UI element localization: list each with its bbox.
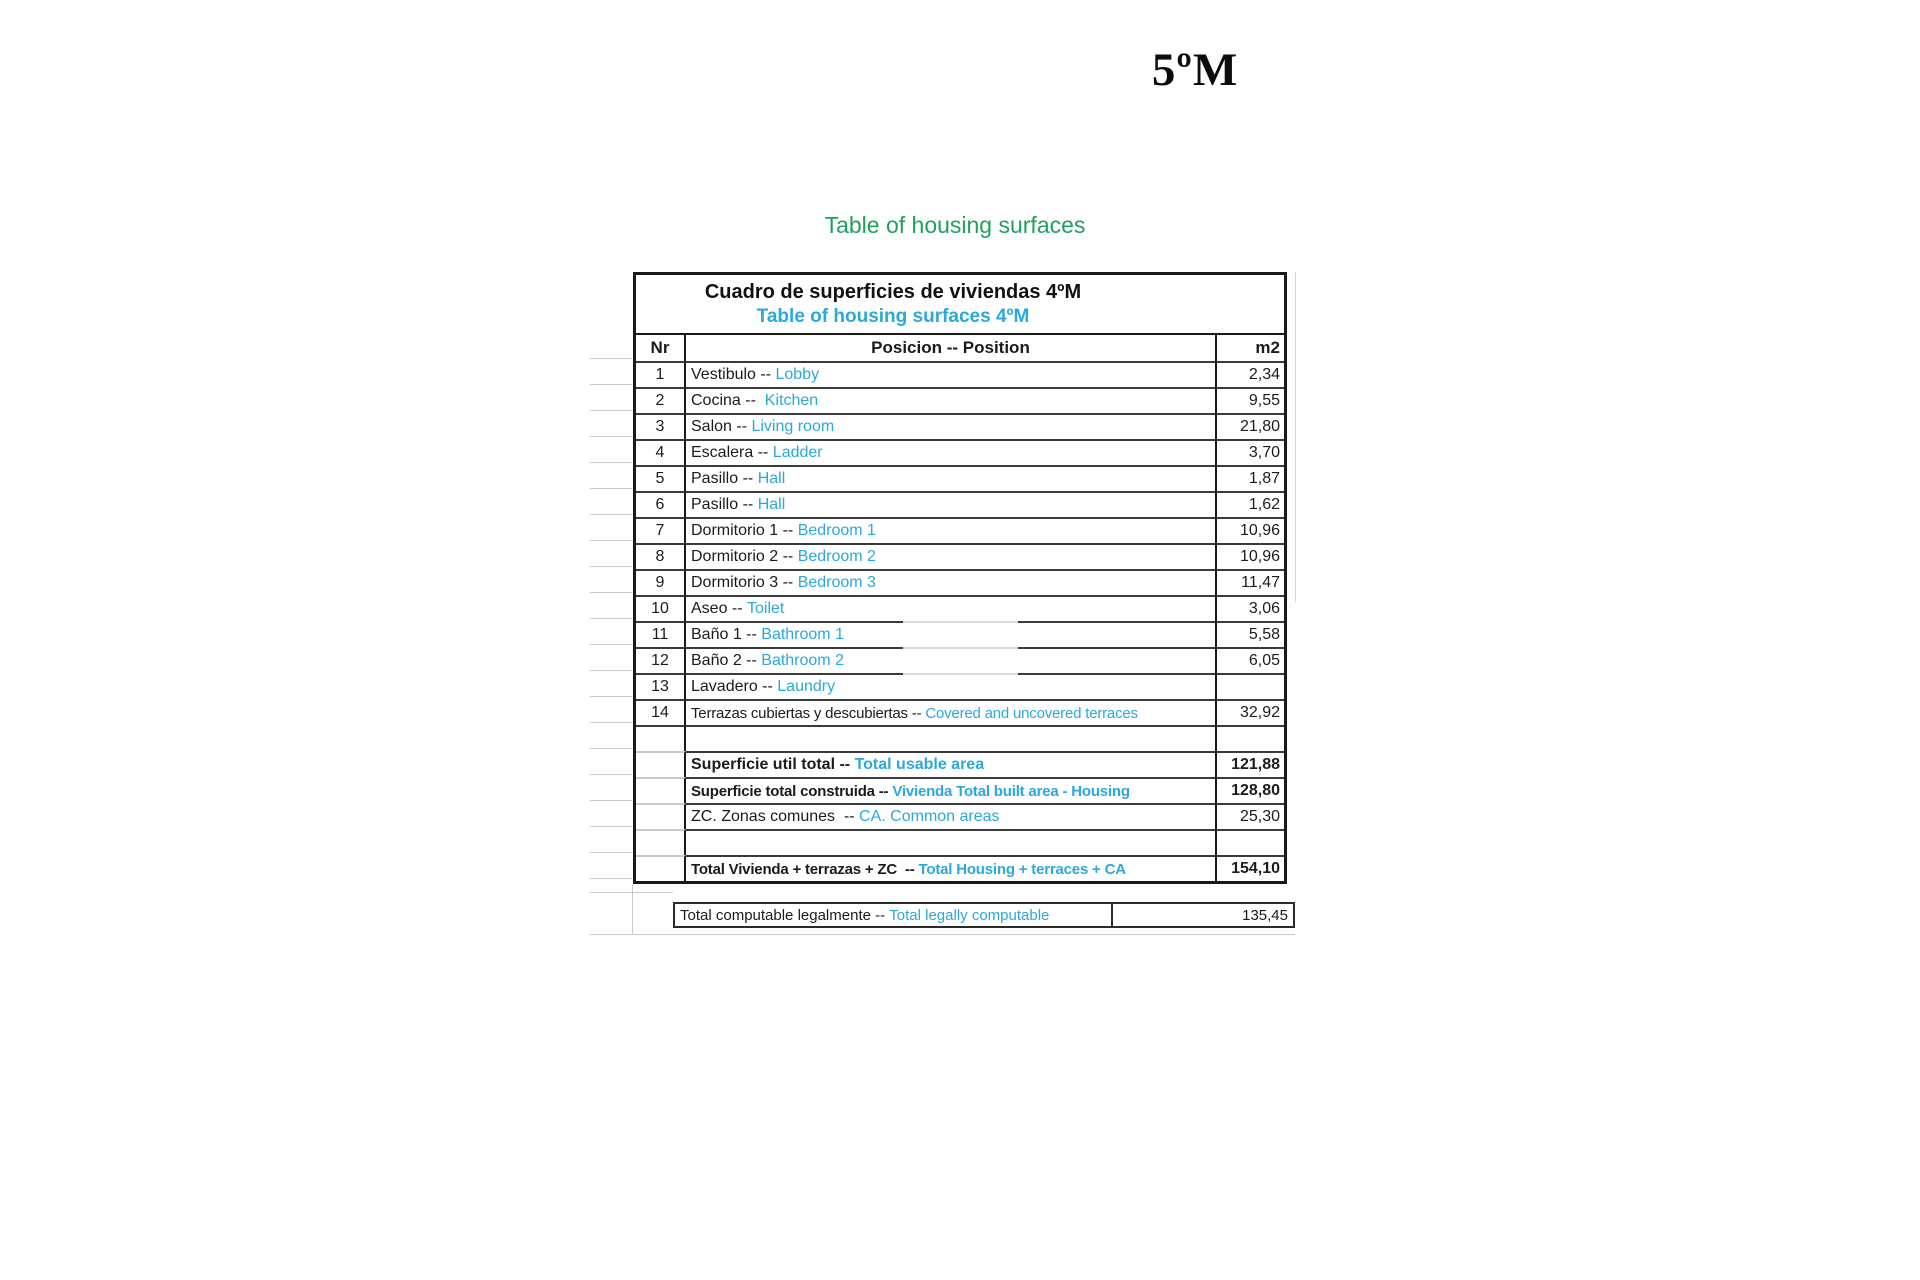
position-english: Bathroom 1	[761, 626, 844, 643]
table-row	[636, 491, 1284, 517]
row-area: 154,10	[1215, 855, 1284, 881]
position-spanish: Total computable legalmente --	[680, 906, 890, 924]
position-spanish: Baño 2 --	[691, 652, 762, 669]
row-area: 1,62	[1215, 491, 1284, 517]
position-english: Living room	[751, 418, 835, 435]
row-position	[686, 361, 1215, 387]
row-number	[636, 751, 686, 777]
legally-computable-row	[673, 902, 1295, 928]
row-position	[686, 543, 1215, 569]
position-spanish: Lavadero --	[691, 678, 778, 695]
row-area: 9,55	[1215, 387, 1284, 413]
row-number: 14	[636, 699, 686, 725]
table-row	[636, 569, 1284, 595]
position-english: Bedroom 1	[797, 522, 876, 539]
position-spanish: Dormitorio 2 --	[691, 548, 798, 565]
row-number	[636, 855, 686, 881]
row-area: 10,96	[1215, 543, 1284, 569]
position-english: Total usable area	[854, 756, 985, 773]
position-english: CA. Common areas	[859, 808, 1000, 825]
table-row	[636, 387, 1284, 413]
position-spanish: Vestibulo --	[691, 366, 776, 383]
position-english: Covered and uncovered terraces	[925, 704, 1138, 722]
table-row	[636, 699, 1284, 725]
row-position	[686, 595, 1215, 621]
row-position	[686, 725, 1215, 751]
table-row	[636, 543, 1284, 569]
gridline	[1295, 272, 1296, 602]
row-number: 11	[636, 621, 686, 647]
row-position	[686, 569, 1215, 595]
row-number: 1	[636, 361, 686, 387]
row-position	[675, 904, 1111, 926]
header-nr: Nr	[636, 335, 686, 361]
summary-row-built-area	[636, 777, 1284, 803]
position-english: Kitchen	[764, 392, 819, 409]
row-number	[636, 829, 686, 855]
position-spanish: Dormitorio 3 --	[691, 574, 798, 591]
position-spanish: Salon --	[691, 418, 752, 435]
page-title: Table of housing surfaces	[824, 212, 1086, 238]
row-number	[636, 725, 686, 751]
row-number: 2	[636, 387, 686, 413]
position-spanish: Pasillo --	[691, 470, 758, 487]
row-area: 32,92	[1215, 699, 1284, 725]
position-english: Toilet	[747, 600, 785, 617]
floor-label: 5ºM	[1151, 44, 1239, 96]
row-position	[686, 777, 1215, 803]
spacer-row	[636, 725, 1284, 751]
row-number	[636, 777, 686, 803]
position-english: Total Housing + terraces + CA	[918, 860, 1126, 878]
row-position	[686, 803, 1215, 829]
row-position	[686, 829, 1215, 855]
row-area: 10,96	[1215, 517, 1284, 543]
position-spanish: Total Vivienda + terrazas + ZC --	[691, 860, 919, 878]
table-row	[636, 517, 1284, 543]
position-english: Laundry	[777, 678, 836, 695]
row-position	[686, 855, 1215, 881]
row-area: 25,30	[1215, 803, 1284, 829]
position-spanish: Cocina --	[691, 392, 765, 409]
position-english: Bedroom 2	[797, 548, 876, 565]
row-number: 10	[636, 595, 686, 621]
row-number: 13	[636, 673, 686, 699]
table-row	[636, 595, 1284, 621]
row-area: 3,70	[1215, 439, 1284, 465]
row-number: 8	[636, 543, 686, 569]
position-spanish: ZC. Zonas comunes --	[691, 808, 860, 825]
table-row	[636, 361, 1284, 387]
summary-row-grand-total	[636, 855, 1284, 881]
row-area: 135,45	[1111, 904, 1293, 926]
row-area	[1215, 725, 1284, 751]
faded-border-patch	[903, 671, 1018, 677]
position-english: Bathroom 2	[761, 652, 844, 669]
position-spanish: Superficie util total --	[691, 756, 855, 773]
row-area	[1215, 673, 1284, 699]
row-area: 121,88	[1215, 751, 1284, 777]
row-number	[636, 803, 686, 829]
position-english: Ladder	[772, 444, 823, 461]
position-english: Lobby	[775, 366, 820, 383]
row-position	[686, 465, 1215, 491]
faded-border-patch	[903, 619, 1018, 625]
row-number: 5	[636, 465, 686, 491]
table-row	[636, 413, 1284, 439]
gridline	[632, 884, 633, 934]
position-spanish: Baño 1 --	[691, 626, 762, 643]
row-area: 6,05	[1215, 647, 1284, 673]
header-area: m2	[1215, 335, 1284, 361]
table-row	[636, 465, 1284, 491]
row-position	[686, 413, 1215, 439]
row-position	[686, 699, 1215, 725]
position-english: Hall	[757, 470, 786, 487]
faded-border-patch	[903, 645, 1018, 651]
row-area	[1215, 829, 1284, 855]
row-number: 9	[636, 569, 686, 595]
position-english: Vivienda Total built area - Housing	[892, 782, 1130, 800]
row-number: 6	[636, 491, 686, 517]
spacer-row	[636, 829, 1284, 855]
row-position	[686, 751, 1215, 777]
position-spanish: Dormitorio 1 --	[691, 522, 798, 539]
position-english: Total legally computable	[889, 906, 1050, 924]
row-number: 3	[636, 413, 686, 439]
surface-table	[633, 272, 1287, 884]
summary-row-common-areas	[636, 803, 1284, 829]
gridline-strip-left	[590, 358, 632, 881]
row-area: 11,47	[1215, 569, 1284, 595]
row-area: 3,06	[1215, 595, 1284, 621]
position-english: Bedroom 3	[797, 574, 876, 591]
position-english: Hall	[757, 496, 786, 513]
row-position	[686, 439, 1215, 465]
row-position	[686, 387, 1215, 413]
row-area: 21,80	[1215, 413, 1284, 439]
table-title-block	[636, 275, 1284, 335]
row-position	[686, 517, 1215, 543]
row-area: 128,80	[1215, 777, 1284, 803]
table-header-row	[636, 335, 1284, 361]
row-position	[686, 491, 1215, 517]
table-title-english: Table of housing surfaces 4ºM	[756, 306, 1030, 328]
position-spanish: Pasillo --	[691, 496, 758, 513]
position-spanish: Aseo --	[691, 600, 748, 617]
position-spanish: Escalera --	[691, 444, 773, 461]
row-area: 1,87	[1215, 465, 1284, 491]
header-position: Posicion -- Position	[871, 338, 1030, 357]
row-number: 12	[636, 647, 686, 673]
row-number: 4	[636, 439, 686, 465]
row-number: 7	[636, 517, 686, 543]
position-spanish: Superficie total construida --	[691, 782, 893, 800]
row-area: 2,34	[1215, 361, 1284, 387]
table-row	[636, 439, 1284, 465]
summary-row-usable-area	[636, 751, 1284, 777]
position-spanish: Terrazas cubiertas y descubiertas --	[691, 704, 926, 722]
gridline	[590, 934, 1295, 935]
table-title-spanish: Cuadro de superficies de viviendas 4ºM	[704, 281, 1082, 304]
row-area: 5,58	[1215, 621, 1284, 647]
